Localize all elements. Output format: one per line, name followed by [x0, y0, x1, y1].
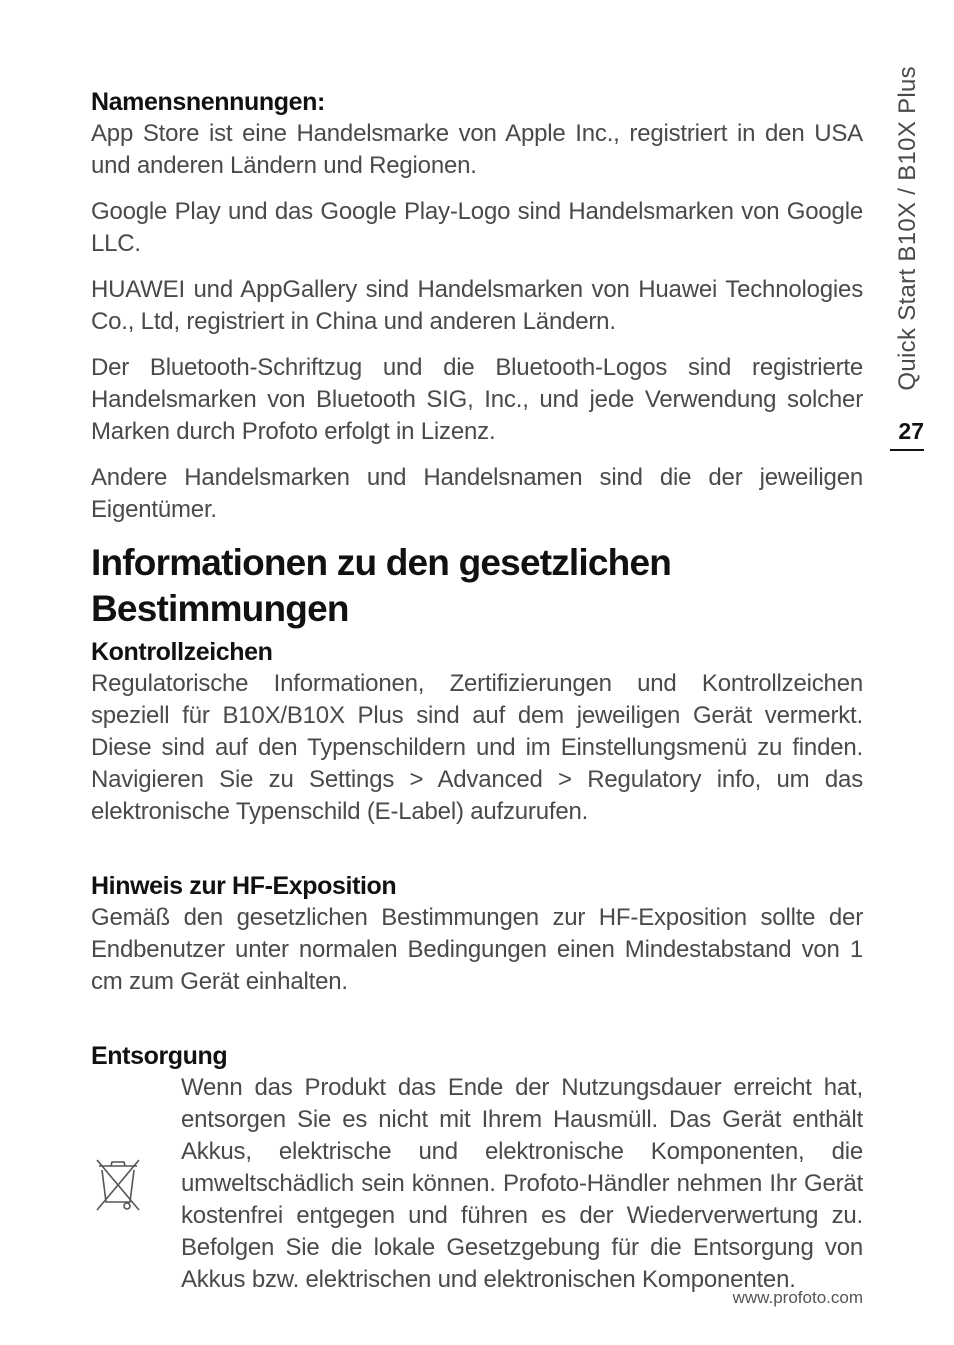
trademarks-heading: Namensnennungen:	[91, 88, 325, 116]
regulatory-title: Informationen zu den gesetzlichen Bestimmungen	[91, 542, 672, 629]
trademark-paragraph-other: Andere Handelsmarken und Handelsnamen sind die der jeweiligen Eigentümer.	[91, 464, 863, 523]
page-content	[91, 86, 863, 1296]
trademark-paragraph-huawei: HUAWEI und AppGallery sind Handelsmarken von Huawei Technologies Co., Ltd, registriert in China und anderen Ländern.	[91, 276, 863, 335]
labels-text: Regulatorische Informationen, Zertifizierungen und Kontrollzeichen speziell für B10X/B10X Plus sind auf dem jeweiligen Gerät vermerkt. Diese sind auf den Typenschildern und im Einstellungsmenü zu finden. Navigieren Sie zu Settings > Advanced > Regulatory info, um das elektronische Typenschild (E-Label) aufzurufen.	[91, 670, 863, 825]
crossed-out-wheelie-bin-icon	[91, 1156, 181, 1212]
trademark-paragraph-google: Google Play und das Google Play-Logo sind Handelsmarken von Google LLC.	[91, 198, 863, 257]
page-number: 27	[890, 418, 924, 451]
rf-text: Gemäß den gesetzlichen Bestimmungen zur HF-Exposition sollte der Endbenutzer unter normalen Bedingungen einen Mindestabstand von 1 cm zum Gerät einhalten.	[91, 904, 863, 995]
sidebar	[890, 66, 926, 456]
document-title: Quick Start B10X / B10X Plus	[894, 66, 921, 391]
disposal-section	[91, 1072, 863, 1296]
labels-heading: Kontrollzeichen	[91, 638, 273, 666]
footer-url[interactable]: www.profoto.com	[732, 1288, 863, 1307]
trademark-paragraph-apple: App Store ist eine Handelsmarke von Apple Inc., registriert in den USA und anderen Ländern und Regionen.	[91, 120, 863, 179]
disposal-heading: Entsorgung	[91, 1042, 228, 1070]
disposal-text: Wenn das Produkt das Ende der Nutzungsdauer erreicht hat, entsorgen Sie es nicht mit Ihrem Hausmüll. Das Gerät enthält Akkus, elektrische und elektronische Komponenten, die umweltschädlich sein können. Profoto-Händler nehmen Ihr Gerät kostenfrei entgegen und führen es der Wiederverwertung zu. Befolgen Sie die lokale Gesetzgebung für die Entsorgung von Akkus bzw. elektrischen und elektronischen Komponenten.	[181, 1074, 863, 1293]
trademark-paragraph-bluetooth: Der Bluetooth-Schriftzug und die Bluetooth-Logos sind registrierte Handelsmarken von Bluetooth SIG, Inc., und jede Verwendung solcher Marken durch Profoto erfolgt in Lizenz.	[91, 354, 863, 445]
rf-heading: Hinweis zur HF-Exposition	[91, 872, 397, 900]
